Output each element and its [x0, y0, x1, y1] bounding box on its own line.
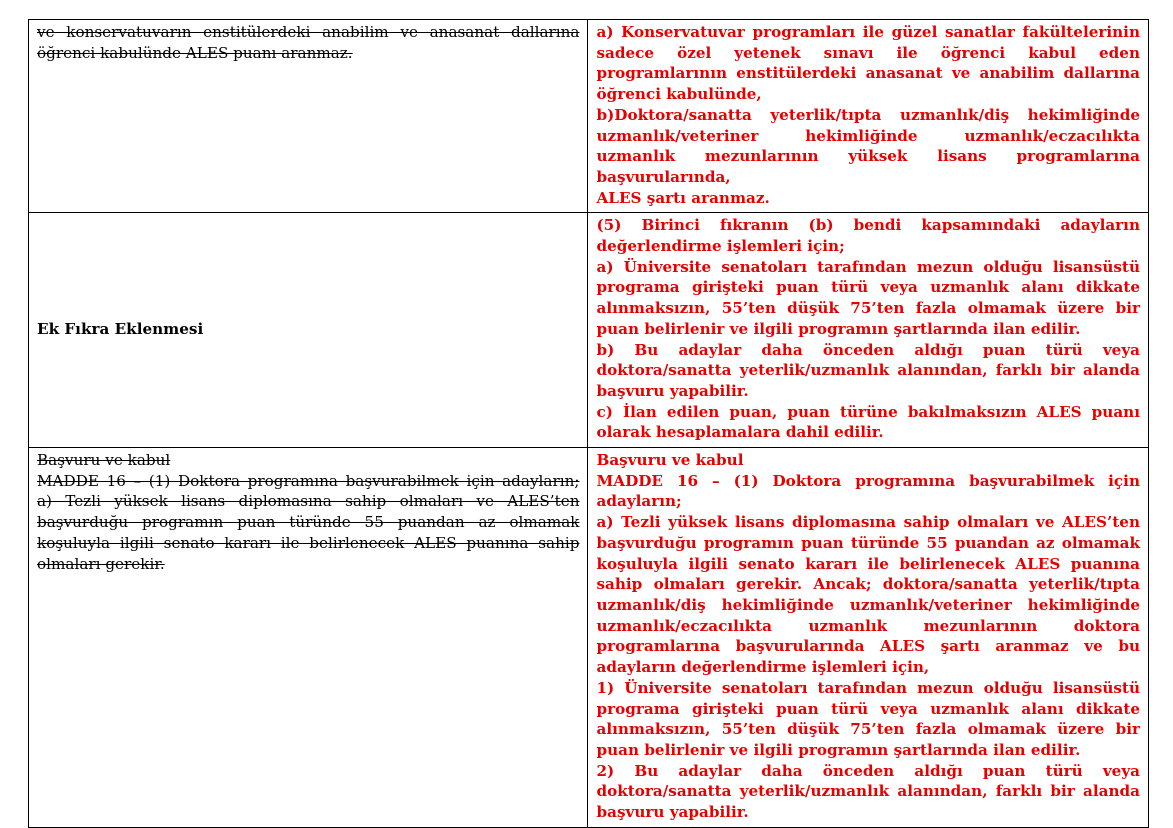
new-text-paragraph: 1) Üniversite senatoları tarafından mezun olduğu lisansüstü programa girişteki puan türü veya uzmanlık alanı dikkate alınmaksızın, 55’ten düşük 75’ten fazla olmamak üzere bir puan belirlenir ve ilgili programın şartlarında ilan edilir. — [596, 678, 1140, 759]
table-row — [29, 448, 1149, 828]
new-text-cell — [588, 213, 1149, 448]
new-text-paragraph: 2) Bu adaylar daha önceden aldığı puan türü veya doktora/sanatta yeterlik/uzmanlık alanından, farklı bir alanda başvuru yapabilir. — [596, 761, 1140, 822]
new-text-paragraph: (5) Birinci fıkranın (b) bendi kapsamındaki adayların değerlendirme işlemleri için; — [596, 216, 1140, 256]
change-type-label: Ek Fıkra Eklenmesi — [37, 319, 204, 338]
old-text-line: ve konservatuvarın enstitülerdeki anabilim ve anasanat dallarına — [37, 23, 580, 41]
new-text-paragraph: MADDE 16 – (1) Doktora programına başvurabilmek için adayların; — [596, 471, 1140, 511]
old-text-heading: Başvuru ve kabul — [37, 451, 171, 470]
new-text-paragraph: a) Üniversite senatoları tarafından mezun olduğu lisansüstü programa girişteki puan türü veya uzmanlık alanı dikkate alınmaksızın, 55’ten düşük 75’ten fazla olmamak üzere bir puan belirlenir ve ilgili programın şartlarında ilan edilir. — [596, 257, 1140, 338]
new-text-paragraph: b) Bu adaylar daha önceden aldığı puan türü veya doktora/sanatta yeterlik/uzmanlık alanından, farklı bir alanda başvuru yapabilir. — [596, 340, 1140, 400]
new-text-paragraph: c) İlan edilen puan, puan türüne bakılmaksızın ALES puanı olarak hesaplamalara dahil edilir. — [596, 402, 1140, 442]
new-text-paragraph: a) Konservatuvar programları ile güzel sanatlar fakültelerinin sadece özel yetenek sınavı ile öğrenci kabul eden programlarının enstitülerdeki anasanat ve anabilim dallarına öğrenci kabulünde, — [596, 23, 1140, 104]
new-text-cell — [588, 448, 1149, 828]
old-text-cell — [29, 448, 588, 828]
new-text-paragraph: ALES şartı aranmaz. — [596, 188, 770, 207]
table-row — [29, 213, 1149, 448]
new-text-heading: Başvuru ve kabul — [596, 451, 744, 470]
old-text-cell — [29, 20, 588, 213]
old-text-paragraph: a) Tezli yüksek lisans diplomasına sahip olmaları ve ALES’ten başvurduğu programın puan türünde 55 puandan az olmamak koşuluyla ilgili senato kararı ile belirlenecek ALES puanına sahip olmaları gerekir. — [37, 492, 580, 573]
table-row — [29, 20, 1149, 213]
old-text-line: MADDE 16 – (1) Doktora programına başvurabilmek için adayların; — [37, 471, 580, 490]
new-text-paragraph: b)Doktora/sanatta yeterlik/tıpta uzmanlık/diş hekimliğinde uzmanlık/veteriner hekimliğinde uzmanlık/eczacılıkta uzmanlık mezunlarının yüksek lisans programlarına başvurularında, — [596, 105, 1140, 186]
new-text-paragraph: a) Tezli yüksek lisans diplomasına sahip olmaları ve ALES’ten başvurduğu programın puan türünde 55 puandan az olmamak koşuluyla ilgili senato kararı ile belirlenecek ALES puanına sahip olmaları gerekir. Ancak; doktora/sanatta yeterlik/tıpta uzmanlık/diş hekimliğinde uzmanlık/veteriner hekimliğinde uzmanlık/eczacılıkta uzmanlık mezunlarının doktora programlarına başvurularında ALES şartı aranmaz ve bu adayların değerlendirme işlemleri için, — [596, 513, 1140, 677]
change-type-label-cell — [29, 213, 588, 448]
old-text-line: öğrenci kabulünde ALES puanı aranmaz. — [37, 43, 353, 62]
new-text-cell — [588, 20, 1149, 213]
amendment-comparison-table — [28, 19, 1149, 828]
